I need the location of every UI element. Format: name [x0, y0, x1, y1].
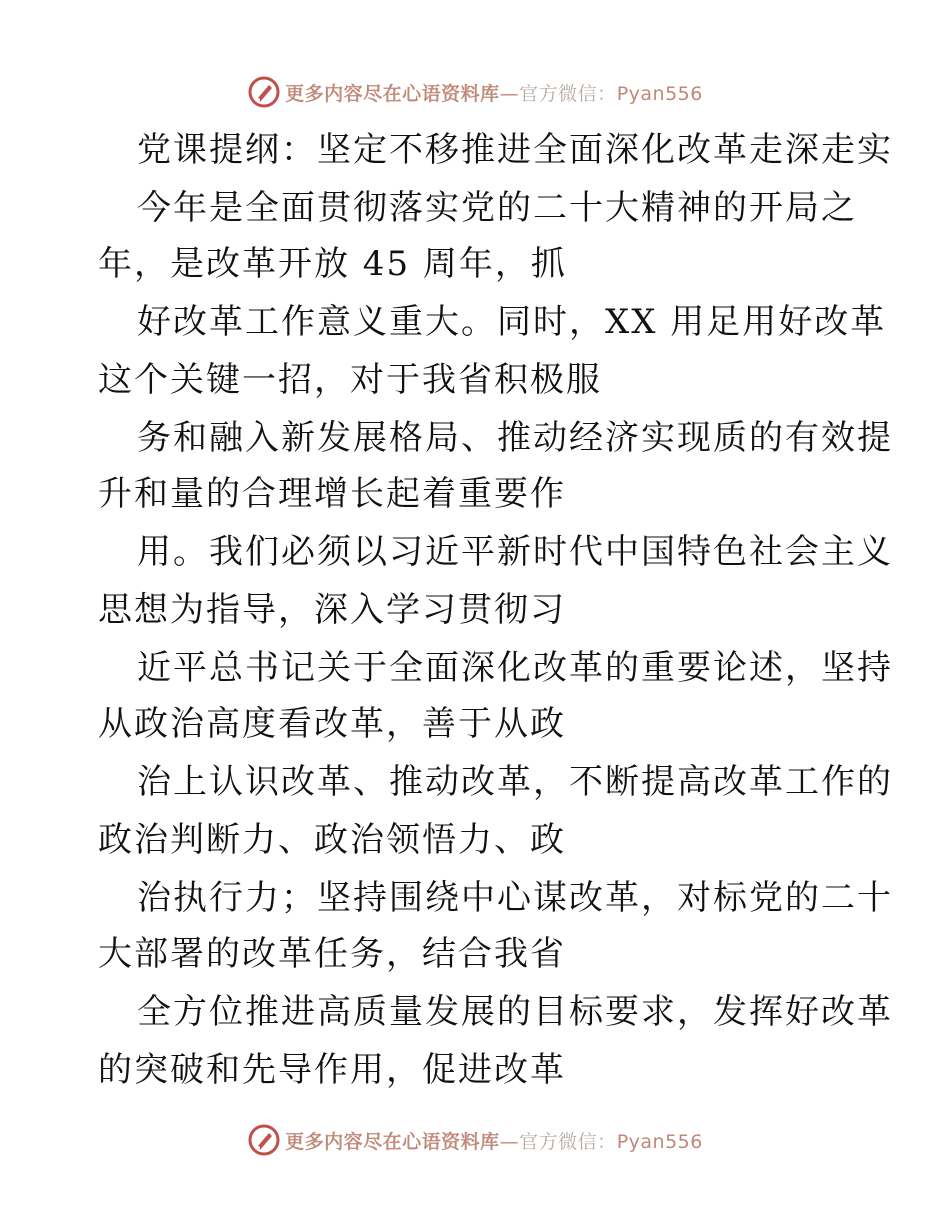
pen-circle-logo-icon — [247, 75, 281, 109]
text-line: 的突破和先导作用，促进改革 — [98, 1050, 566, 1090]
text-line: 升和量的合理增长起着重要作 — [98, 474, 566, 514]
text-line: 近平总书记关于全面深化改革的重要论述，坚持 — [137, 648, 893, 688]
text-line: 用。我们必须以习近平新时代中国特色社会主义 — [137, 532, 893, 572]
text-line: 这个关键一招，对于我省积极服 — [98, 360, 602, 400]
text-line: 今年是全面贯彻落实党的二十大精神的开局之 — [137, 188, 857, 228]
pen-circle-logo-icon — [247, 1123, 281, 1157]
text-line: 好改革工作意义重大。同时，XX 用足用好改革 — [137, 302, 887, 342]
text-line: 治执行力；坚持围绕中心谋改革，对标党的二十 — [137, 878, 893, 918]
text-line: 全方位推进高质量发展的目标要求，发挥好改革 — [137, 992, 893, 1032]
text-line: 政治判断力、政治领悟力、政 — [98, 820, 566, 860]
watermark-text: 更多内容尽在心语资料库—官方微信：Pyan556 — [285, 1130, 703, 1153]
text-line: 治上认识改革、推动改革，不断提高改革工作的 — [137, 762, 893, 802]
text-line: 年，是改革开放 45 周年，抓 — [98, 244, 567, 284]
text-line: 大部署的改革任务，结合我省 — [98, 934, 566, 974]
text-line: 从政治高度看改革，善于从政 — [98, 704, 566, 744]
watermark-text: 更多内容尽在心语资料库—官方微信：Pyan556 — [285, 82, 703, 105]
text-line: 务和融入新发展格局、推动经济实现质的有效提 — [137, 418, 893, 458]
footer-watermark — [0, 1120, 950, 1160]
header-watermark — [0, 72, 950, 112]
document-body — [0, 122, 950, 1112]
document-title: 党课提纲：坚定不移推进全面深化改革走深走实 — [137, 130, 893, 170]
text-line: 思想为指导，深入学习贯彻习 — [98, 590, 566, 630]
